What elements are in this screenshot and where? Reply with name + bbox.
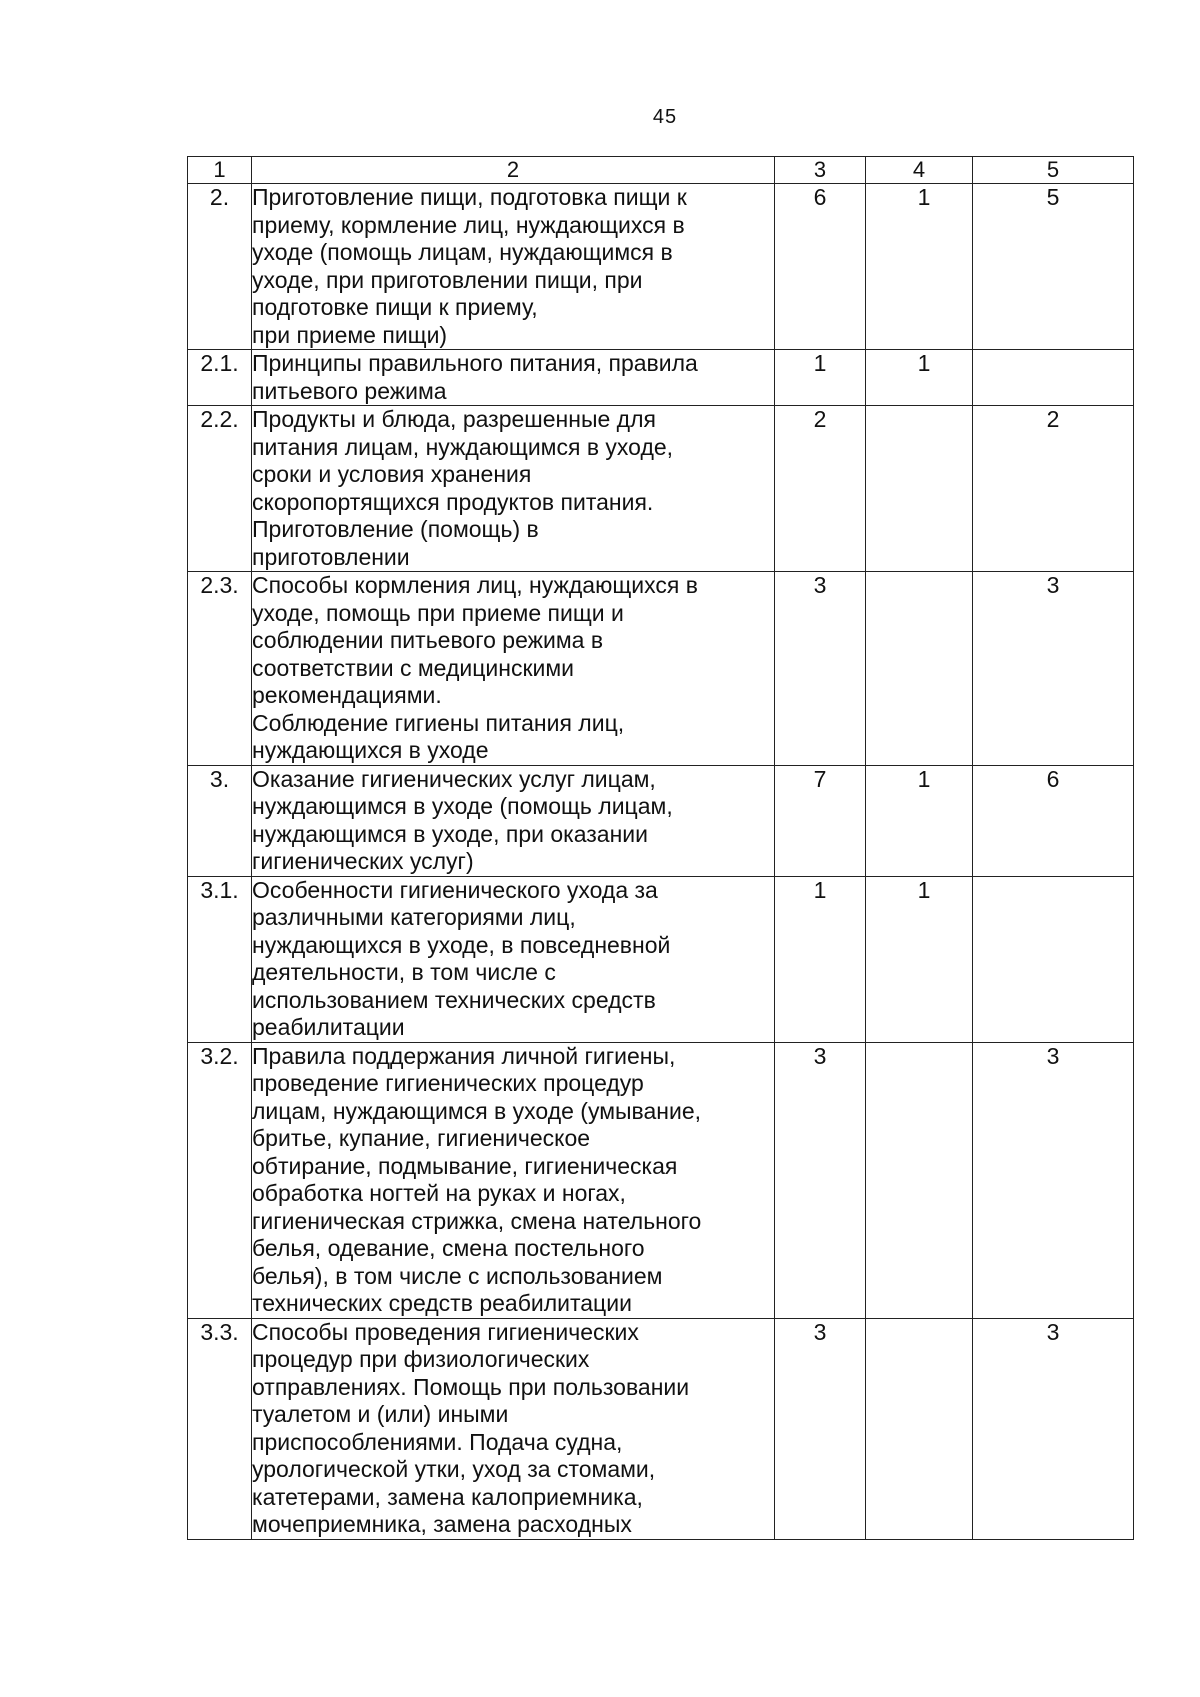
header-row [188, 157, 1134, 184]
topic-line: Приготовление пищи, подготовка пищи к [252, 184, 687, 210]
topic-line: уходе, при приготовлении пищи, при [252, 266, 643, 293]
topic-line: нуждающимся в уходе (помощь лицам, [252, 793, 673, 819]
row-number: 3.2. [188, 1042, 252, 1318]
topic-line: гигиеническая стрижка, смена нательного [252, 1207, 702, 1234]
row-col5-value: 6 [973, 765, 1134, 876]
topic-line: белья), в том числе с использованием [252, 1262, 663, 1289]
topic-line: Продукты и блюда, разрешенные для [252, 406, 656, 432]
row-topic [252, 765, 775, 876]
header-col-5: 5 [973, 157, 1134, 184]
topic-line: белья, одевание, смена постельного [252, 1235, 645, 1261]
table-row [188, 1318, 1134, 1539]
row-col5-value: 2 [973, 406, 1134, 572]
topic-line: рекомендациями. [252, 682, 442, 708]
topic-line: приему, кормление лиц, нуждающихся в [252, 211, 685, 238]
topic-line: Соблюдение гигиены питания лиц, [252, 709, 625, 736]
topic-line: деятельности, в том числе с [252, 959, 556, 985]
topic-line: уходе (помощь лицам, нуждающимся в [252, 239, 673, 265]
topic-line: Способы проведения гигиенических [252, 1318, 639, 1345]
topic-line: лицам, нуждающимся в уходе (умывание, [252, 1097, 702, 1124]
row-col3-value: 7 [775, 765, 866, 876]
row-col3-value: 3 [775, 1318, 866, 1539]
header-col-2: 2 [252, 157, 775, 184]
topic-line: катетерами, замена калоприемника, [252, 1483, 643, 1510]
row-number: 3.1. [188, 876, 252, 1042]
table-body [188, 184, 1134, 1540]
row-col4-value [866, 1042, 973, 1318]
topic-line: Оказание гигиенических услуг лицам, [252, 765, 656, 792]
table-header [188, 157, 1134, 184]
topic-line: соответствии с медицинскими [252, 654, 575, 681]
row-topic [252, 184, 775, 350]
row-col3-value: 1 [775, 876, 866, 1042]
topic-line: гигиенических услуг) [252, 848, 474, 874]
topic-line: Особенности гигиенического ухода за [252, 876, 658, 903]
row-col4-value: 1 [866, 350, 973, 406]
row-topic [252, 1318, 775, 1539]
topic-line: Приготовление (помощь) в [252, 516, 539, 542]
topic-line: проведение гигиенических процедур [252, 1070, 644, 1096]
topic-line: нуждающихся в уходе, в повседневной [252, 931, 671, 958]
row-number: 2.1. [188, 350, 252, 406]
topic-line: нуждающихся в уходе [252, 737, 489, 763]
row-col3-value: 3 [775, 1042, 866, 1318]
table-row [188, 765, 1134, 876]
topic-line: при приеме пищи) [252, 321, 448, 348]
row-number: 2.3. [188, 572, 252, 766]
row-col5-value [973, 876, 1134, 1042]
row-col5-value: 3 [973, 1042, 1134, 1318]
row-col3-value: 6 [775, 184, 866, 350]
topic-line: различными категориями лиц, [252, 904, 576, 930]
row-col4-value: 1 [866, 184, 973, 350]
table-row [188, 572, 1134, 766]
row-topic [252, 350, 775, 406]
row-col5-value: 5 [973, 184, 1134, 350]
page-number: 45 [652, 106, 678, 128]
row-col4-value: 1 [866, 765, 973, 876]
topic-line: питьевого режима [252, 377, 447, 404]
table-row [188, 1042, 1134, 1318]
topic-line: использованием технических средств [252, 986, 656, 1013]
row-col5-value [973, 350, 1134, 406]
row-col5-value: 3 [973, 1318, 1134, 1539]
table-row [188, 406, 1134, 572]
topic-line: обработка ногтей на руках и ногах, [252, 1180, 626, 1206]
topic-line: технических средств реабилитации [252, 1290, 632, 1316]
row-col3-value: 2 [775, 406, 866, 572]
row-col4-value: 1 [866, 876, 973, 1042]
row-col4-value [866, 1318, 973, 1539]
topic-line: бритье, купание, гигиеническое [252, 1125, 591, 1151]
table-row [188, 876, 1134, 1042]
row-number: 2.2. [188, 406, 252, 572]
header-col-1: 1 [188, 157, 252, 184]
row-col4-value [866, 406, 973, 572]
row-col4-value [866, 572, 973, 766]
topic-line: уходе, помощь при приеме пищи и [252, 599, 624, 626]
topic-line: питания лицам, нуждающимся в уходе, [252, 433, 674, 460]
topic-line: процедур при физиологических [252, 1346, 590, 1372]
topic-line: реабилитации [252, 1014, 405, 1040]
topic-line: соблюдении питьевого режима в [252, 627, 604, 653]
topic-line: обтирание, подмывание, гигиеническая [252, 1152, 678, 1179]
row-col3-value: 3 [775, 572, 866, 766]
row-topic [252, 406, 775, 572]
topic-line: урологической утки, уход за стомами, [252, 1456, 656, 1482]
row-topic [252, 876, 775, 1042]
table-row [188, 184, 1134, 350]
header-col-4: 4 [866, 157, 973, 184]
topic-line: нуждающимся в уходе, при оказании [252, 820, 648, 847]
row-topic [252, 1042, 775, 1318]
row-number: 3. [188, 765, 252, 876]
topic-line: мочеприемника, замена расходных [252, 1511, 632, 1537]
row-topic [252, 572, 775, 766]
row-number: 2. [188, 184, 252, 350]
topic-line: Правила поддержания личной гигиены, [252, 1042, 676, 1069]
topic-line: подготовке пищи к приему, [252, 294, 538, 320]
topic-line: Способы кормления лиц, нуждающихся в [252, 572, 698, 598]
topic-line: приготовлении [252, 543, 410, 570]
topic-line: сроки и условия хранения [252, 461, 532, 487]
curriculum-table [187, 156, 1134, 1540]
topic-line: отправлениях. Помощь при пользовании [252, 1373, 690, 1400]
topic-line: туалетом и (или) иными [252, 1401, 509, 1427]
table-row [188, 350, 1134, 406]
topic-line: приспособлениями. Подача судна, [252, 1428, 623, 1455]
topic-line: Принципы правильного питания, правила [252, 350, 698, 376]
row-col5-value: 3 [973, 572, 1134, 766]
header-col-3: 3 [775, 157, 866, 184]
row-number: 3.3. [188, 1318, 252, 1539]
row-col3-value: 1 [775, 350, 866, 406]
topic-line: скоропортящихся продуктов питания. [252, 488, 654, 515]
